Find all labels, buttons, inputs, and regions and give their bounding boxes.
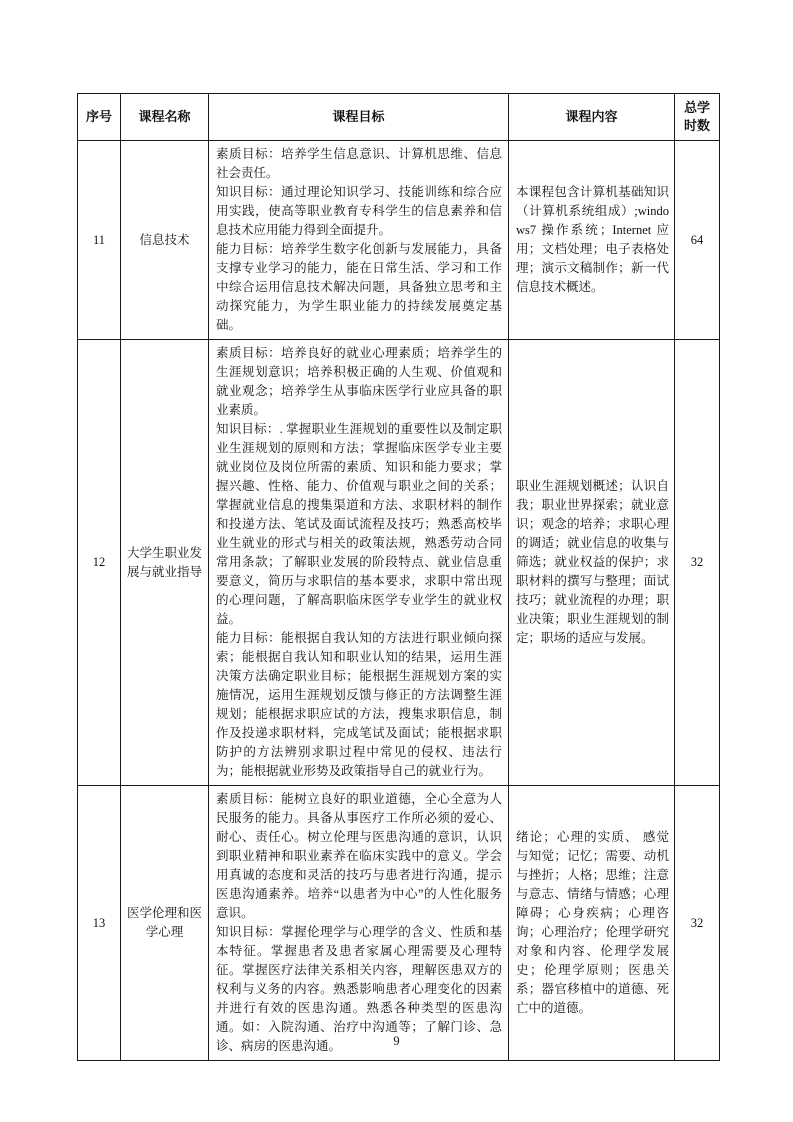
page-number: 9 xyxy=(393,1034,400,1048)
header-course-name: 课程名称 xyxy=(121,94,209,141)
cell-objectives-11 xyxy=(209,141,509,340)
cell-hours-13: 32 xyxy=(675,786,720,1061)
cell-no-13: 13 xyxy=(78,786,121,1061)
cell-content-12 xyxy=(509,340,675,786)
cell-objectives-12 xyxy=(209,340,509,786)
table-row-course-11 xyxy=(78,141,720,340)
cell-course-name-11: 信息技术 xyxy=(121,141,209,340)
content-text: 职业生涯规划概述；认识自我；职业世界探索；就业意识；观念的培养；求职心理的调适；就业信息的收集与筛选；就业权益的保护；求职材料的撰写与整理；面试技巧；就业流程的办理；职业决策；职业生涯规划的制定；职场的适应与发展。 xyxy=(516,479,669,645)
objective-paragraph: 素质目标：培养学生信息意识、计算机思维、信息社会责任。 xyxy=(216,147,502,180)
content-text: 本课程包含计算机基础知识（计算机系统组成）;windows7 操作系统；Internet 应用；文档处理；电子表格处理；演示文稿制作；新一代信息技术概述。 xyxy=(516,185,669,294)
content-text: 绪论；心理的实质、 感觉与知觉；记忆；需要、动机与挫折；人格；思维；注意与意志、情绪与情感；心理障碍；心身疾病；心理咨询；心理治疗；伦理学研究对象和内容、伦理学发展史；伦理学原则；医患关系；器官移植中的道德、死亡中的道德。 xyxy=(516,830,669,1015)
objective-paragraph: 素质目标：能树立良好的职业道德，全心全意为人民服务的能力。具备从事医疗工作所必须的爱心、耐心、责任心。树立伦理与医患沟通的意识，认识到职业精神和职业素养在临床实践中的意义。学会用真诚的态度和灵活的技巧与患者进行沟通，提示医患沟通素养。培养“以患者为中心”的人性化服务意识。 xyxy=(216,792,502,920)
header-total-hours xyxy=(675,94,720,141)
cell-hours-11: 64 xyxy=(675,141,720,340)
header-total-hours-label: 总学时数 xyxy=(683,100,710,133)
header-no: 序号 xyxy=(78,94,121,141)
table-header-row xyxy=(78,94,720,141)
course-table xyxy=(77,93,720,1061)
cell-content-13 xyxy=(509,786,675,1061)
objective-paragraph: 知识目标：通过理论知识学习、技能训练和综合应用实践，使高等职业教育专科学生的信息素养和信息技术应用能力得到全面提升。 xyxy=(216,185,502,237)
table-row-course-12 xyxy=(78,340,720,786)
cell-course-name-13: 医学伦理和医学心理 xyxy=(121,786,209,1061)
table-row-course-13 xyxy=(78,786,720,1061)
objective-paragraph: 能力目标：培养学生数字化创新与发展能力，具备支撑专业学习的能力，能在日常生活、学习和工作中综合运用信息技术解决问题，具备独立思考和主动探究能力，为学生职业能力的持续发展奠定基础。 xyxy=(216,242,502,332)
cell-content-11 xyxy=(509,141,675,340)
cell-no-11: 11 xyxy=(78,141,121,340)
cell-objectives-13 xyxy=(209,786,509,1061)
header-course-objectives: 课程目标 xyxy=(209,94,509,141)
objective-paragraph: 素质目标：培养良好的就业心理素质；培养学生的生涯规划意识；培养积极正确的人生观、价值观和就业观念；培养学生从事临床医学行业应具备的职业素质。 xyxy=(216,346,502,417)
cell-course-name-12: 大学生职业发展与就业指导 xyxy=(121,340,209,786)
header-course-content: 课程内容 xyxy=(509,94,675,141)
objective-paragraph: 能力目标：能根据自我认知的方法进行职业倾向探索；能根据自我认知和职业认知的结果，运用生涯决策方法确定职业目标；能根据生涯规划方案的实施情况，运用生涯规划反馈与修正的方法调整生涯规划；能根据求职应试的方法，搜集求职信息，制作及投递求职材料，完成笔试及面试；能根据求职防护的方法辨别求职过程中常见的侵权、违法行为；能根据就业形势及政策指导自己的就业行为。 xyxy=(216,631,502,778)
objective-paragraph: 知识目标：. 掌握职业生涯规划的重要性以及制定职业生涯规划的原则和方法；掌握临床医学专业主要就业岗位及岗位所需的素质、知识和能力要求；掌握兴趣、性格、能力、价值观与职业之间的关系；掌握就业信息的搜集渠道和方法、求职材料的制作和投递方法、笔试及面试流程及技巧；熟悉高校毕业生就业的形式与相关的政策法规，熟悉劳动合同常用条款；了解职业发展的阶段特点、就业信息重要意义，简历与求职信的基本要求，求职中常出现的心理问题，了解高职临床医学专业学生的就业权益。 xyxy=(216,422,502,626)
objective-paragraph: 知识目标：掌握伦理学与心理学的含义、性质和基本特征。掌握患者及患者家属心理需要及心理特征。掌握医疗法律关系相关内容，理解医患双方的权利与义务的内容。熟悉影响患者心理变化的因素并进行有效的医患沟通。熟悉各种类型的医患沟通。如：入院沟通、治疗中沟通等；了解门诊、急诊、病房的医患沟通。 xyxy=(216,925,502,1053)
cell-hours-12: 32 xyxy=(675,340,720,786)
cell-no-12: 12 xyxy=(78,340,121,786)
